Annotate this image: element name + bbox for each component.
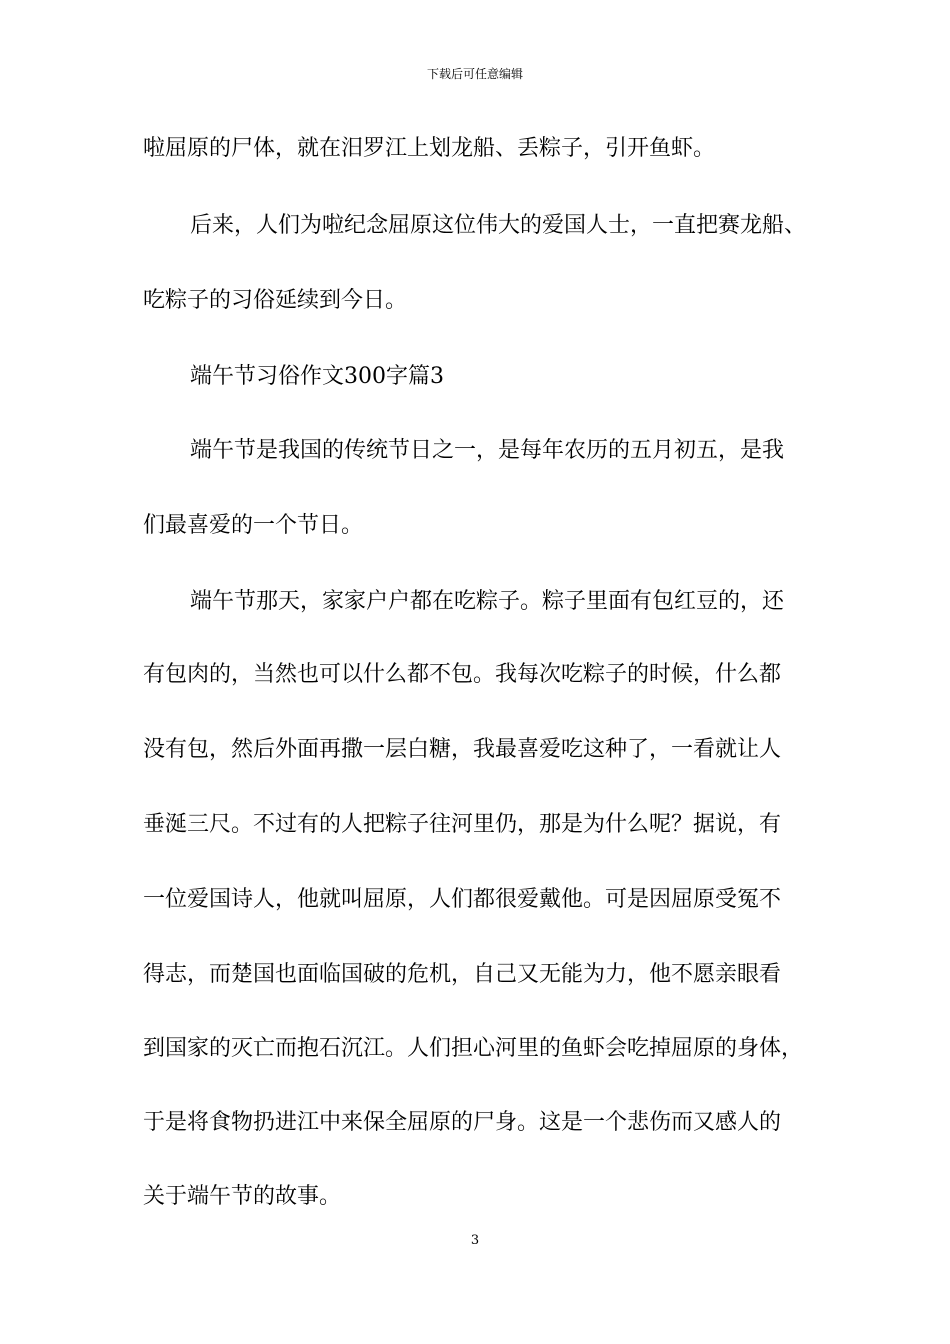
text-line: 吃粽子的习俗延续到今日。 — [143, 288, 408, 313]
text-line: 有包肉的，当然也可以什么都不包。我每次吃粽子的时候，什么都 — [143, 662, 782, 687]
paragraph-start-line: 端午节是我国的传统节日之一，是每年农历的五月初五，是我 — [190, 438, 785, 463]
paragraph-start-line: 端午节那天，家家户户都在吃粽子。粽子里面有包红豆的，还 — [190, 589, 785, 614]
text-line: 们最喜爱的一个节日。 — [143, 513, 364, 538]
text-line: 于是将食物扔进江中来保全屈原的尸身。这是一个悲伤而又感人的 — [143, 1110, 782, 1135]
text-line: 一位爱国诗人，他就叫屈原，人们都很爱戴他。可是因屈原受冤不 — [143, 887, 782, 912]
paragraph-start-line: 后来，人们为啦纪念屈原这位伟大的爱国人士，一直把赛龙船、 — [190, 213, 807, 238]
page-number: 3 — [470, 1233, 480, 1248]
text-line: 到国家的灭亡而抱石沉江。人们担心河里的鱼虾会吃掉屈原的身体， — [143, 1036, 804, 1061]
section-heading: 端午节习俗作文300字篇3 — [190, 364, 444, 389]
text-line: 垂涎三尺。不过有的人把粽子往河里仍，那是为什么呢？据说，有 — [143, 812, 782, 837]
text-line: 关于端午节的故事。 — [143, 1184, 342, 1209]
page-header: 下载后可任意编辑 — [426, 67, 523, 81]
text-line: 啦屈原的尸体，就在汨罗江上划龙船、丢粽子，引开鱼虾。 — [143, 136, 716, 161]
text-line: 没有包，然后外面再撒一层白糖，我最喜爱吃这种了，一看就让人 — [143, 737, 782, 762]
text-line: 得志，而楚国也面临国破的危机，自己又无能为力，他不愿亲眼看 — [143, 962, 782, 987]
